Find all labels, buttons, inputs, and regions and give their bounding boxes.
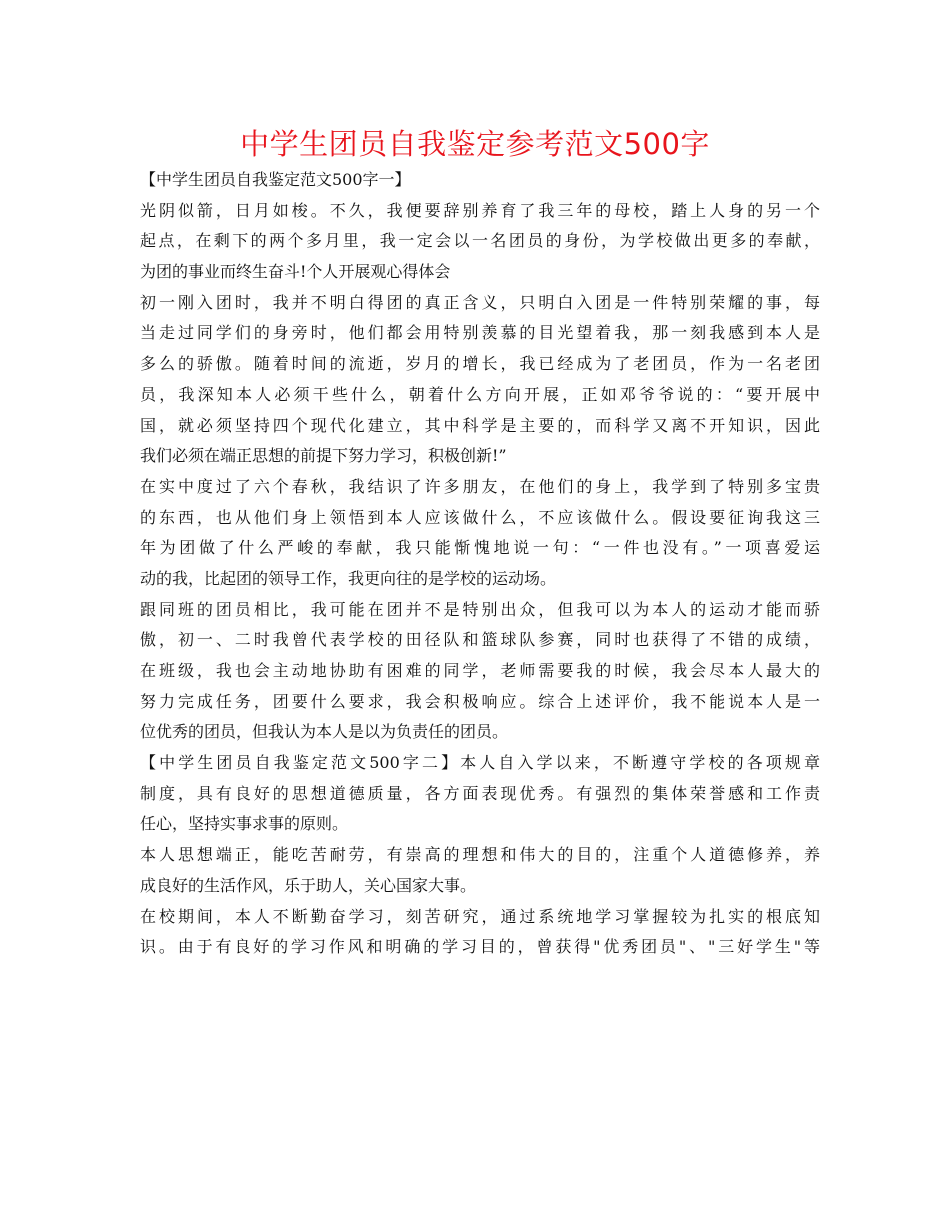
text-line: 努力完成任务，团要什么要求，我会积极响应。综合上述评价，我不能说本人是一 [140,691,820,711]
text-line: 年为团做了什么严峻的奉献，我只能惭愧地说一句：“一件也没有。”一项喜爱运 [140,538,820,558]
text-line: 识。由于有良好的学习作风和明确的学习目的，曾获得"优秀团员"、"三好学生"等 [140,937,820,957]
text-line: 本人思想端正，能吃苦耐劳，有崇高的理想和伟大的目的，注重个人道德修养，养 [140,845,820,865]
text-line: 当走过同学们的身旁时，他们都会用特别羡慕的目光望着我，那一刻我感到本人是 [140,323,820,343]
text-line: 位优秀的团员，但我认为本人是以为负责任的团员。 [140,722,509,742]
document-title: 中学生团员自我鉴定参考范文500字 [240,127,710,161]
paragraph-8 [140,902,820,963]
paragraph-1 [140,165,820,196]
text-line: 初一刚入团时，我并不明白得团的真正含义，只明白入团是一件特别荣耀的事，每 [140,292,820,312]
text-line: 制度，具有良好的思想道德质量，各方面表现优秀。有强烈的集体荣誉感和工作责 [140,783,820,803]
text-line: 【中学生团员自我鉴定范文500字二】本人自入学以来，不断遵守学校的各项规章 [140,753,820,773]
text-line: 成良好的生活作风，乐于助人，关心国家大事。 [140,875,477,895]
paragraph-3 [140,288,820,472]
text-line: 员，我深知本人必须干些什么，朝着什么方向开展，正如邓爷爷说的：“要开展中 [140,384,820,404]
paragraph-4 [140,472,820,595]
text-line: 动的我，比起团的领导工作，我更向往的是学校的运动场。 [140,568,557,588]
paragraph-6 [140,748,820,840]
text-line: 在校期间，本人不断勤奋学习，刻苦研究，通过系统地学习掌握较为扎实的根底知 [140,906,820,926]
text-line: 傲，初一、二时我曾代表学校的田径队和篮球队参赛，同时也获得了不错的成绩， [140,630,820,650]
text-line: 起点，在剩下的两个多月里，我一定会以一名团员的身份，为学校做出更多的奉献， [140,231,820,251]
text-line: 的东西，也从他们身上领悟到本人应该做什么，不应该做什么。假设要征询我这三 [140,507,820,527]
paragraph-7 [140,840,820,901]
text-line: 我们必须在端正思想的前提下努力学习，积极创新!” [140,446,507,466]
paragraph-5 [140,595,820,748]
text-line: 在实中度过了六个春秋，我结识了许多朋友，在他们的身上，我学到了特别多宝贵 [140,476,820,496]
text-line: 任心，坚持实事求事的原则。 [140,814,349,834]
text-line: 国，就必须坚持四个现代化建立，其中科学是主要的，而科学又离不开知识，因此 [140,415,820,435]
paragraph-2 [140,196,820,288]
text-line: 为团的事业而终生奋斗!个人开展观心得体会 [140,262,451,282]
text-line: 多么的骄傲。随着时间的流逝，岁月的增长，我已经成为了老团员，作为一名老团 [140,354,820,374]
text-line: 跟同班的团员相比，我可能在团并不是特别出众，但我可以为本人的运动才能而骄 [140,599,820,619]
document-body [140,165,820,963]
text-line: 【中学生团员自我鉴定范文500字一】 [140,170,411,189]
text-line: 光阴似箭，日月如梭。不久，我便要辞别养育了我三年的母校，踏上人身的另一个 [140,200,820,220]
text-line: 在班级，我也会主动地协助有困难的同学，老师需要我的时候，我会尽本人最大的 [140,661,820,680]
